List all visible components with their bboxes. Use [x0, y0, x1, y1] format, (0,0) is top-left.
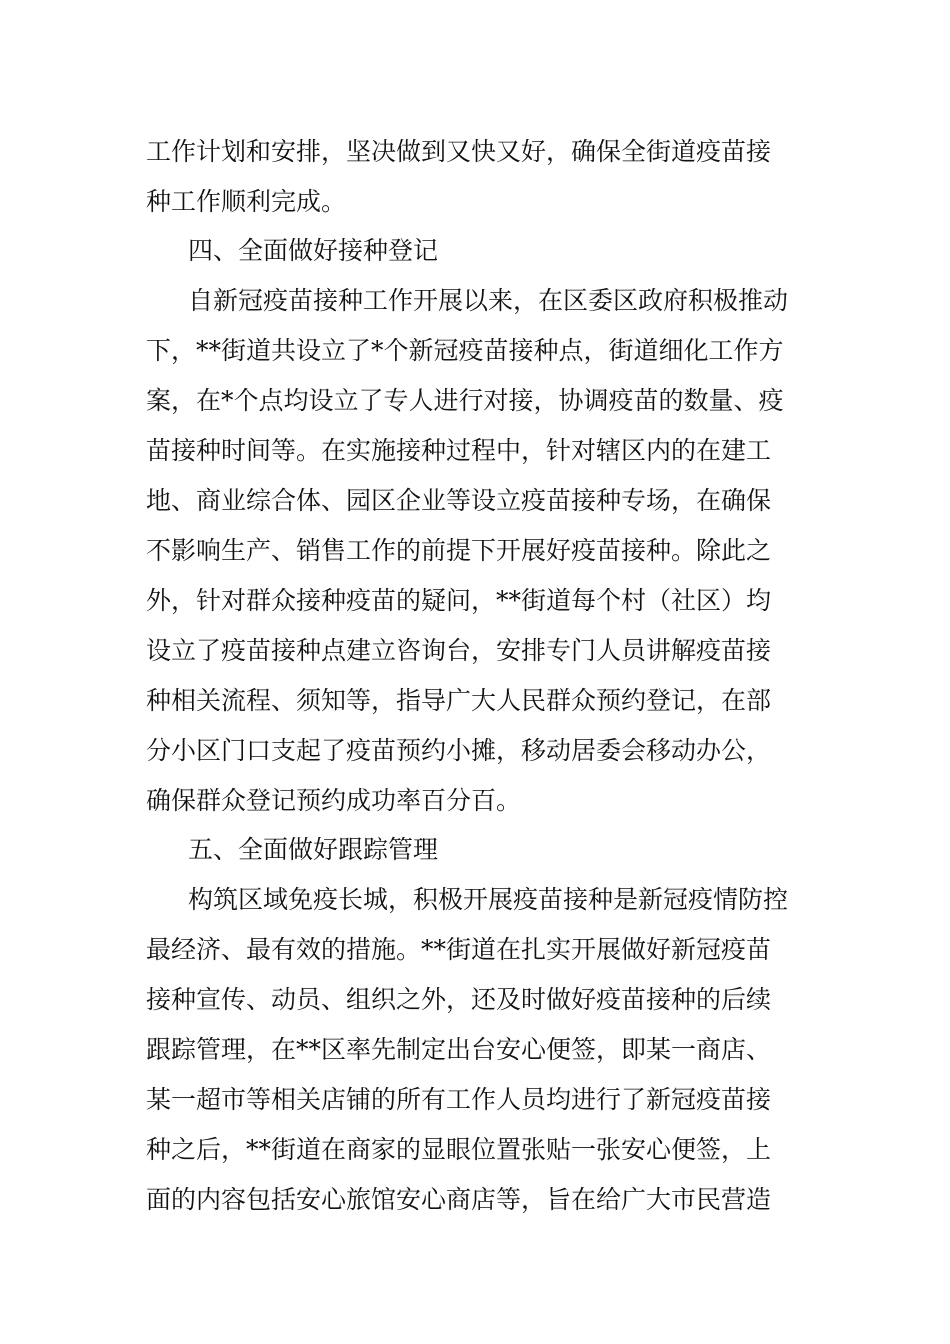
- body-text-line: 种工作顺利完成。: [146, 187, 347, 216]
- body-text-line: 分小区门口支起了疫苗预约小摊，移动居委会移动办公，: [146, 736, 772, 765]
- body-text-line: 下，**街道共设立了*个新冠疫苗接种点，街道细化工作方: [146, 336, 784, 365]
- body-text-line: 最经济、最有效的措施。**街道在扎实开展做好新冠疫苗: [146, 935, 772, 964]
- body-text-line: 种之后，**街道在商家的显眼位置张贴一张安心便签，上: [146, 1135, 772, 1164]
- body-text-line: 确保群众登记预约成功率百分百。: [146, 786, 522, 815]
- body-text-line: 不影响生产、销售工作的前提下开展好疫苗接种。除此之: [146, 536, 772, 565]
- body-text-line: 跟踪管理，在**区率先制定出台安心便签，即某一商店、: [146, 1035, 772, 1064]
- body-text-line: 某一超市等相关店铺的所有工作人员均进行了新冠疫苗接: [146, 1085, 772, 1114]
- body-text-line: 面的内容包括安心旅馆安心商店等，旨在给广大市民营造: [146, 1185, 772, 1214]
- body-text-line: 构筑区域免疫长城，积极开展疫苗接种是新冠疫情防控: [188, 885, 789, 914]
- body-text-line: 接种宣传、动员、组织之外，还及时做好疫苗接种的后续: [146, 985, 772, 1014]
- section-heading-4: 四、全面做好接种登记: [188, 236, 439, 265]
- body-text-line: 苗接种时间等。在实施接种过程中，针对辖区内的在建工: [146, 436, 772, 465]
- section-heading-5: 五、全面做好跟踪管理: [188, 835, 439, 864]
- body-text-line: 自新冠疫苗接种工作开展以来，在区委区政府积极推动: [188, 286, 789, 315]
- body-text-line: 地、商业综合体、园区企业等设立疫苗接种专场，在确保: [146, 486, 772, 515]
- body-text-line: 外，针对群众接种疫苗的疑问，**街道每个村（社区）均: [146, 586, 772, 615]
- body-text-line: 工作计划和安排，坚决做到又快又好，确保全街道疫苗接: [146, 137, 772, 166]
- body-text-line: 设立了疫苗接种点建立咨询台，安排专门人员讲解疫苗接: [146, 636, 772, 665]
- body-text-line: 种相关流程、须知等，指导广大人民群众预约登记，在部: [146, 686, 772, 715]
- body-text-line: 案，在*个点均设立了专人进行对接，协调疫苗的数量、疫: [146, 386, 784, 415]
